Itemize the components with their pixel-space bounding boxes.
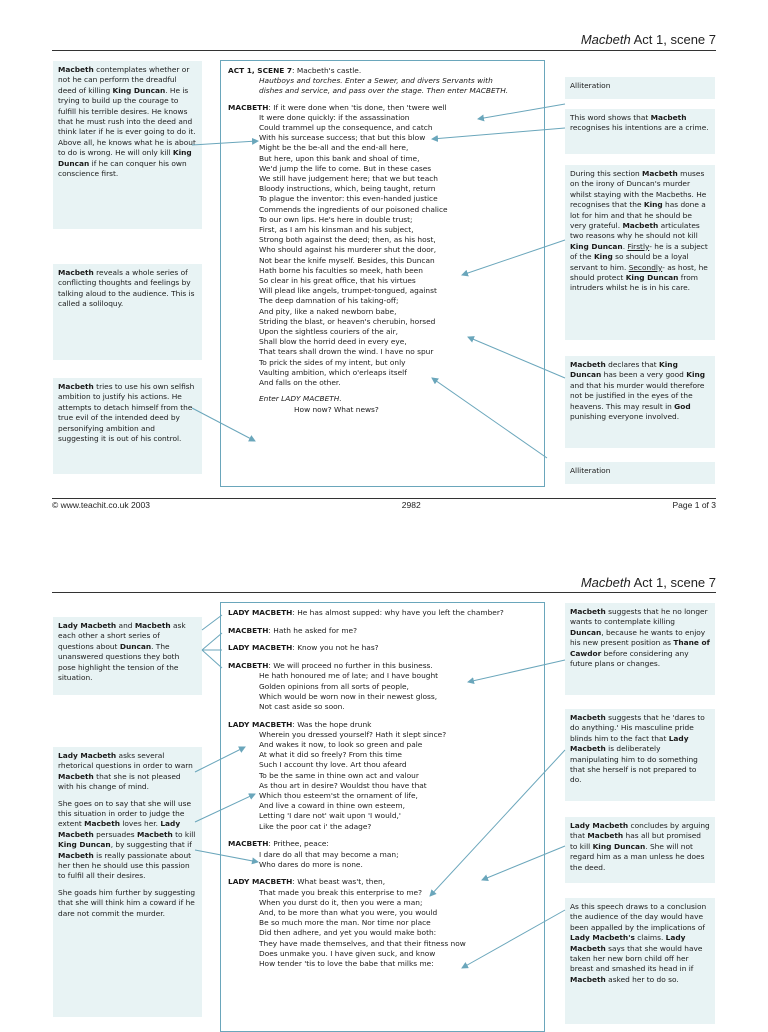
note-contemplates: Macbeth contemplates whether or not he can perform the dreadful deed of killing King Duncan. He is trying to build up the courage to fulfill his terrible desires. He knows that he must rush into the deed and think later if he is ever going to do it. Above all, he knows what he is about to do is wrong. He will only kill King Duncan if he can conquer his own conscience first. — [53, 61, 202, 229]
note-promised: Lady Macbeth concludes by arguing that Macbeth has all but promised to kill King Duncan. She will not regard him as a man unless he does the deed. — [565, 817, 715, 883]
footer — [52, 500, 716, 510]
stage-direction-enter: Enter LADY MACBETH. — [259, 394, 342, 404]
script-line: To our own lips. He's here in double trust; — [259, 214, 413, 224]
script-line: Might be the be-all and the end-all here, — [259, 143, 409, 153]
script-line: To prick the sides of my intent, but only — [259, 357, 406, 367]
copyright: © www.teachit.co.uk 2003 — [52, 500, 150, 510]
speaker-name: LADY MACBETH — [228, 877, 293, 887]
script-line: Wherein you dressed yourself? Hath it slept since? — [259, 729, 447, 739]
doc-number: 2982 — [401, 500, 421, 510]
script-box-page-2 — [220, 602, 545, 1032]
script-line: And live a coward in thine own esteem, — [259, 801, 405, 811]
note-crime: This word shows that Macbeth recognises his intentions are a crime. — [565, 109, 715, 154]
title-play-name: Macbeth — [580, 575, 631, 590]
script-line: Vaulting ambition, which o'erleaps itself — [259, 367, 407, 377]
note-good-king: Macbeth declares that King Duncan has been a very good King and that his murder would therefore not be justified in the eyes of the heavens. This may result in God punishing everyone involved. — [565, 356, 715, 448]
script-line: Hath borne his faculties so meek, hath been — [259, 265, 423, 275]
script-line: Be so much more the man. Nor time nor place — [259, 918, 431, 928]
script-line: How tender 'tis to love the babe that milks me: — [259, 959, 434, 969]
script-line: Shall blow the horrid deed in every eye, — [259, 337, 407, 347]
title-play-name: Macbeth — [580, 32, 631, 47]
script-line: But here, upon this bank and shoal of time, — [259, 153, 420, 163]
speaker-name: MACBETH — [228, 625, 269, 635]
page-number: Page 1 of 3 — [672, 500, 716, 510]
script-line: Golden opinions from all sorts of people, — [259, 681, 409, 691]
bracket — [202, 633, 222, 650]
script-line: It were done quickly: if the assassination — [259, 112, 410, 122]
speaker-name: MACBETH — [228, 661, 269, 671]
title-scene: Act 1, scene 7 — [630, 575, 716, 590]
note-thane: Macbeth suggests that he no longer wants to contemplate killing Duncan, because he wants to enjoy his new present position as Thane of Cawdor before considering any future plans or changes. — [565, 603, 715, 695]
script-line: That made you break this enterprise to me? — [259, 887, 423, 897]
note-questions: Lady Macbeth and Macbeth ask each other a short series of questions about Duncan. The unanswered questions they both pose highlight the tension of the situation. — [53, 617, 202, 695]
note-ambition: Macbeth tries to use his own selfish ambition to justify his actions. He attempts to detach himself from the true evil of the intended deed by personifying ambition and suggesting it is out of his control. — [53, 378, 202, 474]
speaker-name: MACBETH — [228, 839, 269, 849]
speech-first-line: MACBETH: Hath he asked for me? — [228, 625, 358, 635]
speaker-name: LADY MACBETH — [228, 643, 293, 653]
script-line: Not cast aside so soon. — [259, 701, 345, 711]
script-line: To plague the inventor: this even-handed justice — [259, 194, 438, 204]
script-line: Not bear the knife myself. Besides, this Duncan — [259, 255, 435, 265]
script-line: He hath honoured me of late; and I have bought — [259, 671, 439, 681]
speech-first-line: MACBETH: Prithee, peace: — [228, 839, 329, 849]
bracket — [202, 650, 222, 668]
script-line: Did then adhere, and yet you would make both: — [259, 928, 437, 938]
script-line: Does unmake you. I have given suck, and know — [259, 948, 436, 958]
script-line: Bloody instructions, which, being taught, return — [259, 184, 436, 194]
script-line: So clear in his great office, that his virtues — [259, 276, 416, 286]
page-1-title — [581, 32, 716, 47]
script-line: Who dares do more is none. — [259, 859, 363, 869]
script-line: I dare do all that may become a man; — [259, 849, 399, 859]
speaker-name: LADY MACBETH — [228, 608, 293, 617]
note-alliteration-2: Alliteration — [565, 462, 715, 484]
script-line: Like the poor cat i' the adage? — [259, 821, 372, 831]
script-line: They have made themselves, and that their fitness now — [259, 938, 466, 948]
header-rule — [52, 592, 716, 593]
script-line: Upon the sightless couriers of the air, — [259, 327, 399, 337]
script-line: To be the same in thine own act and valour — [259, 770, 419, 780]
note-irony: During this section Macbeth muses on the irony of Duncan's murder whilst staying with the Macbeths. He recognises that the King has done a lot for him and that he should be very grateful. Macbeth articulates two reasons why he should not kill King Duncan. Firstly- he is a subject of the King so should be a loyal servant to him. Secondly- as host, he should protect King Duncan from intruders whilst he is in his care. — [565, 165, 715, 340]
script-line: Strong both against the deed; then, as his host, — [259, 235, 436, 245]
header-rule — [52, 50, 716, 51]
stage-direction: dishes and service, and pass over the stage. Then enter MACBETH. — [259, 86, 509, 96]
script-line: With his surcease success; that but this blow — [259, 133, 426, 143]
note-pride: Macbeth suggests that he 'dares to do anything.' His masculine pride blinds him to the fact that Lady Macbeth is deliberately manipulating him to do something that she herself is not prepared to do. — [565, 709, 715, 801]
script-line: And wakes it now, to look so green and pale — [259, 740, 423, 750]
script-line: And, to be more than what you were, you would — [259, 908, 438, 918]
script-line: Striding the blast, or heaven's cherubin, horsed — [259, 316, 436, 326]
script-line: First, as I am his kinsman and his subject, — [259, 225, 414, 235]
speech-first-line: LADY MACBETH: Know you not he has? — [228, 643, 379, 653]
note-rhetorical: Lady Macbeth asks several rhetorical questions in order to warn Macbeth that she is not pleased with his change of mind. She goes on to say that she will use this situation in order to judge the extent Macbeth loves her. Lady Macbeth persuades Macbeth to kill King Duncan, by suggesting that if Macbeth is really passionate about her then he should use this passion to fulfil all their desires. She goads him further by suggesting that she will think him a coward if he dare not commit the murder. — [53, 747, 202, 1017]
script-line: MACBETH: If it were done when 'tis done, then 'twere well — [228, 102, 447, 112]
script-line: Will plead like angels, trumpet-tongued, against — [259, 286, 437, 296]
script-line: As thou art in desire? Wouldst thou have that — [259, 780, 427, 790]
script-line: Which thou esteem'st the ornament of life, — [259, 791, 418, 801]
script-line: That tears shall drown the wind. I have no spur — [259, 347, 434, 357]
bracket — [202, 615, 222, 630]
note-appalled: As this speech draws to a conclusion the audience of the day would have been appalled by the implications of Lady Macbeth's claims. Lady Macbeth says that she would have taken her new born child off her breast and smashed its head in if Macbeth asked her to do so. — [565, 898, 715, 1024]
script-line: The deep damnation of his taking-off; — [259, 296, 399, 306]
script-line: Could trammel up the consequence, and catch — [259, 123, 433, 133]
script-line: Which would be worn now in their newest gloss, — [259, 691, 438, 701]
scene-heading: ACT 1, SCENE 7: Macbeth's castle. — [228, 66, 362, 75]
script-line: When you durst do it, then you were a man; — [259, 897, 423, 907]
script-line: Such I account thy love. Art thou afeard — [259, 760, 407, 770]
script-line: At what it did so freely? From this time — [259, 750, 402, 760]
title-scene: Act 1, scene 7 — [630, 32, 716, 47]
note-soliloquy: Macbeth reveals a whole series of conflicting thoughts and feelings by talking aloud to the audience. This is called a soliloquy. — [53, 264, 202, 360]
speech-first-line: LADY MACBETH: What beast was't, then, — [228, 877, 386, 887]
script-line: Commends the ingredients of our poisoned chalice — [259, 204, 448, 214]
script-line: Letting 'I dare not' wait upon 'I would,' — [259, 811, 401, 821]
script-box-page-1 — [220, 60, 545, 487]
speech-first-line: MACBETH: We will proceed no further in this business. — [228, 661, 433, 671]
script-line: Who should against his murderer shut the door, — [259, 245, 437, 255]
page-2-title — [581, 575, 716, 590]
script-line: We'd jump the life to come. But in these cases — [259, 163, 432, 173]
script-line: And falls on the other. — [259, 378, 341, 388]
speaker-name: LADY MACBETH — [228, 719, 293, 729]
script-line: How now? What news? — [294, 404, 379, 414]
speech-first-line: LADY MACBETH: Was the hope drunk — [228, 719, 372, 729]
script-line: We still have judgement here; that we but teach — [259, 174, 438, 184]
stage-direction: Hautboys and torches. Enter a Sewer, and divers Servants with — [259, 76, 493, 86]
speech-first-line: LADY MACBETH: He has almost supped: why have you left the chamber? — [228, 608, 504, 617]
script-line: And pity, like a naked newborn babe, — [259, 306, 397, 316]
note-alliteration-1: Alliteration — [565, 77, 715, 99]
footer-rule — [52, 498, 716, 499]
